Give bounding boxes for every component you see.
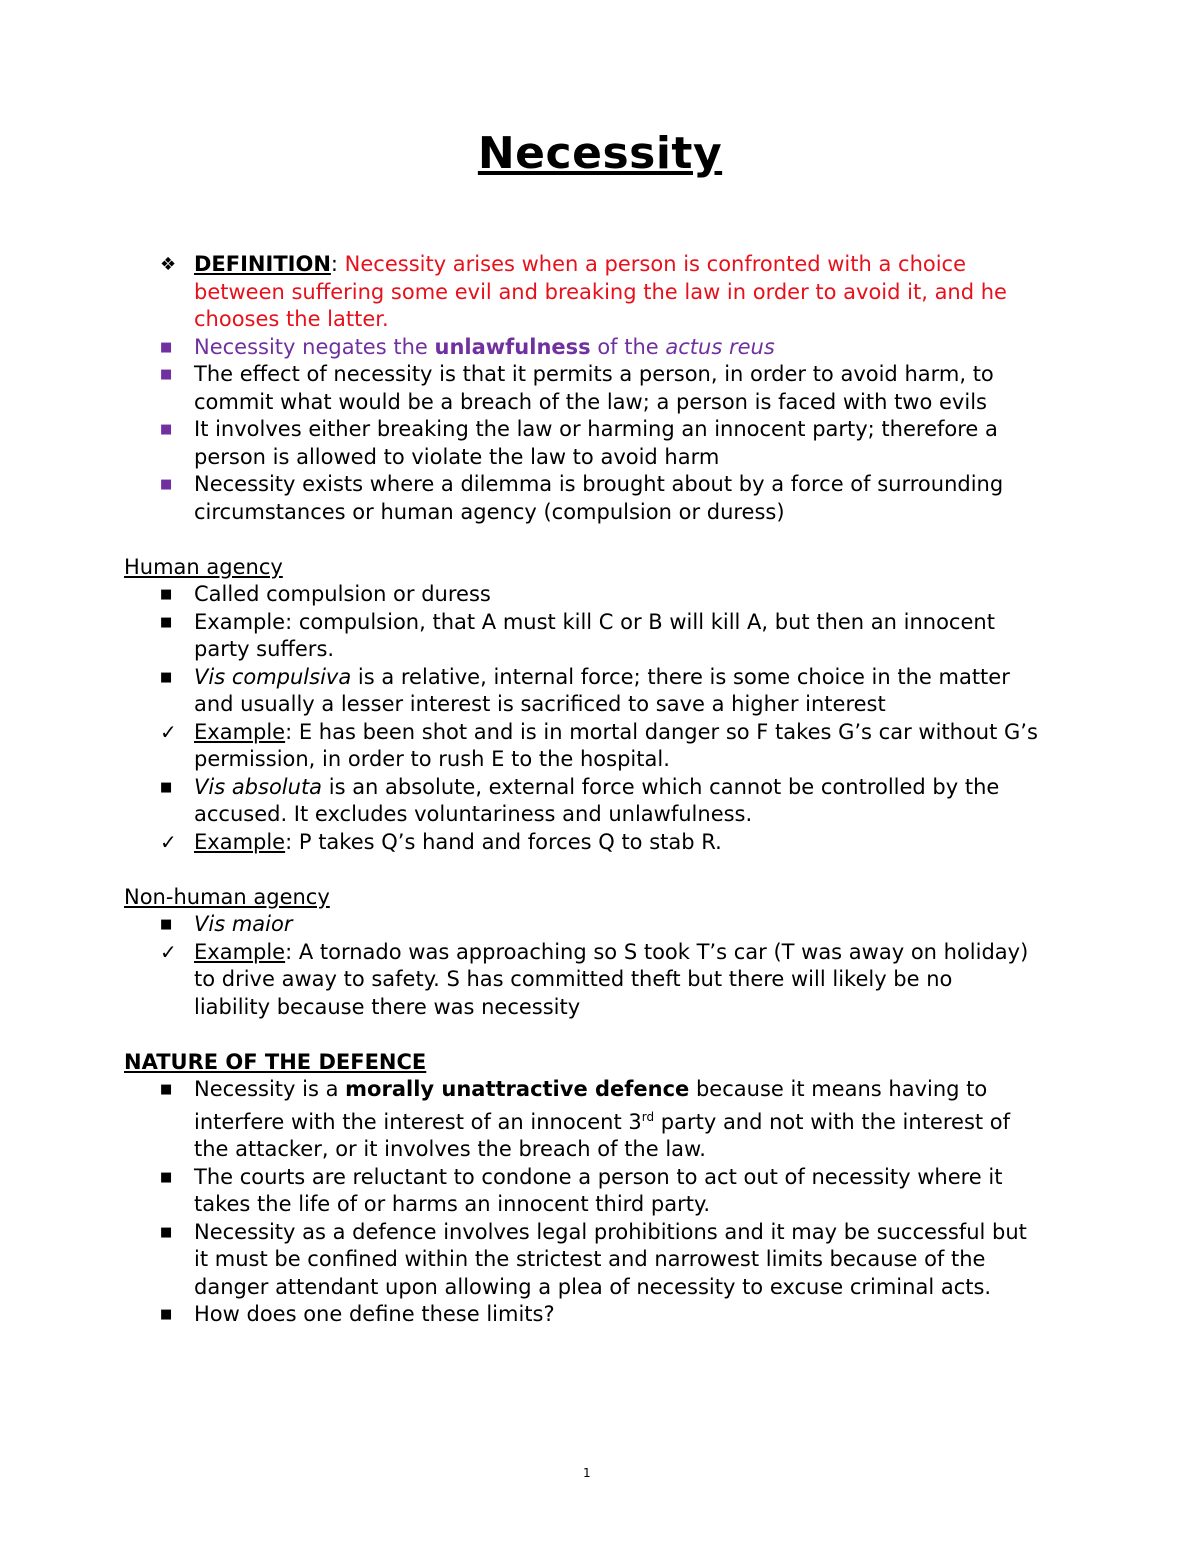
example-item: ✓ Example: A tornado was approaching so S took T’s car (T was away on holiday) to drive away to safety. S has committed theft but there will likely be no liability because there was necessity: [160, 939, 1029, 1019]
list-item: ■ Necessity as a defence involves legal prohibitions and it may be successful but it must be confined within the strictest and narrowest limits because of the danger attendant upon allowing a plea of necessity to excuse criminal acts.: [160, 1219, 1027, 1299]
definition-label: DEFINITION: [194, 252, 331, 276]
square-bullet-icon: ■: [160, 1082, 173, 1097]
list-item: ■ Vis absoluta is an absolute, external force which cannot be controlled by the accused. It excludes voluntariness and unlawfulness.: [160, 774, 1000, 826]
definition-line-1: Necessity arises when a person is confronted with a choice: [344, 252, 967, 276]
list-item: ■ It involves either breaking the law or harming an innocent party; therefore a person is allowed to violate the law to avoid harm: [160, 417, 998, 469]
list-item: ■ Example: compulsion, that A must kill C or B will kill A, but then an innocent party suffers.: [160, 609, 995, 661]
list-item: ■ The courts are reluctant to condone a person to act out of necessity where it takes the life of or harms an innocent third party.: [160, 1164, 1003, 1216]
check-icon: ✓: [160, 939, 177, 964]
nature-of-defence-heading: NATURE OF THE DEFENCE: [124, 1049, 427, 1074]
example-item: ✓ Example: P takes Q’s hand and forces Q to stab R.: [0, 829, 1200, 857]
definition-line-3: chooses the latter.: [194, 307, 389, 331]
diamond-bullet-icon: ❖: [160, 254, 177, 275]
list-item: ■ Vis compulsiva is a relative, internal force; there is some choice in the matter and usually a lesser interest is sacrificed to save a higher interest: [160, 664, 1010, 716]
check-icon: ✓: [160, 829, 177, 854]
definition-line-2: between suffering some evil and breaking the law in order to avoid it, and he: [194, 279, 1007, 304]
list-item: ■ Necessity exists where a dilemma is brought about by a force of surrounding circumstances or human agency (compulsion or duress): [160, 472, 1004, 524]
square-bullet-icon: ■: [160, 477, 173, 492]
list-item: ■ Called compulsion or duress: [0, 581, 1200, 609]
square-bullet-icon: ■: [160, 917, 173, 932]
check-icon: ✓: [160, 719, 177, 744]
square-bullet-icon: ■: [160, 669, 173, 685]
list-item: ■ The effect of necessity is that it permits a person, in order to avoid harm, to commit what would be a breach of the law; a person is faced with two evils: [160, 362, 994, 414]
definition-item: ❖ DEFINITION: Necessity arises when a person is confronted with a choice between suffering some evil and breaking the law in order to avoid it, and he chooses the latter.: [160, 252, 1007, 331]
definition-section: [0, 251, 1200, 1329]
square-bullet-icon: ■: [160, 587, 173, 602]
human-agency-heading: Human agency: [124, 554, 283, 579]
square-bullet-icon: ■: [160, 779, 173, 795]
square-bullet-icon: ■: [160, 422, 173, 437]
page-title: Necessity: [477, 128, 723, 179]
example-item: ✓ Example: E has been shot and is in mortal danger so F takes G’s car without G’s permission, in order to rush E to the hospital.: [160, 719, 1038, 771]
list-item: ■ Necessity is a morally unattractive defence because it means having to interfere with the interest of an innocent 3rd party and not with the interest of the attacker, or it involves the breach of the law.: [160, 1077, 1011, 1161]
list-item: ■ How does one define these limits?: [0, 1301, 1200, 1329]
square-bullet-icon: ■: [160, 367, 173, 382]
list-item: ■ Necessity negates the unlawfulness of the actus reus: [0, 334, 1200, 362]
square-bullet-icon: ■: [160, 614, 173, 630]
square-bullet-icon: ■: [160, 339, 173, 355]
page-number: 1: [583, 1466, 591, 1480]
non-human-agency-heading: Non-human agency: [124, 884, 330, 909]
square-bullet-icon: ■: [160, 1224, 173, 1240]
list-item: ■ Vis maior: [0, 911, 1200, 939]
square-bullet-icon: ■: [160, 1169, 173, 1185]
square-bullet-icon: ■: [160, 1307, 173, 1322]
